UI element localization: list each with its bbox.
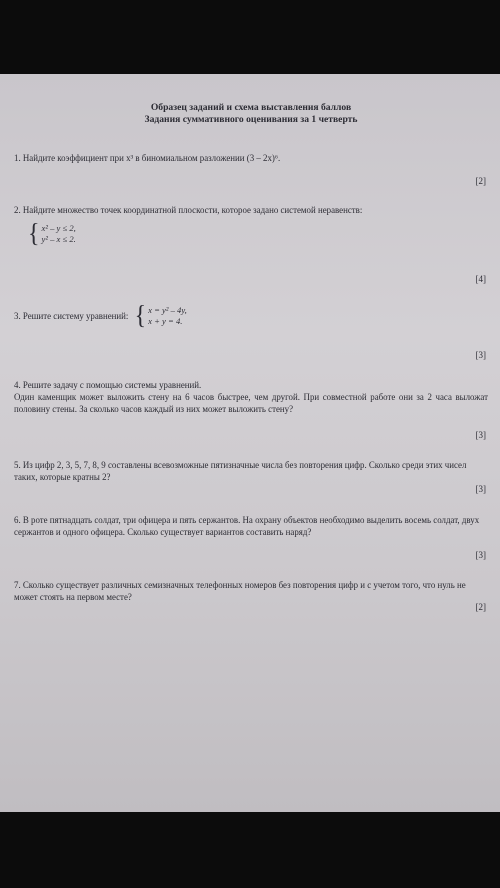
task-6 — [14, 514, 488, 538]
task-2-system — [28, 219, 76, 249]
system-line: x² – y ≤ 2, — [41, 223, 76, 233]
task-2 — [14, 204, 488, 249]
task-7-score: [2] — [475, 602, 486, 612]
system-line: x + y = 4. — [148, 316, 183, 326]
task-4-text: Один каменщик может выложить стену на 6 часов быстрее, чем другой. При совместной работе они за 2 часа выложат половину стены. За сколько часов каждый из них может выложить стену? — [14, 392, 488, 414]
task-3 — [14, 301, 488, 331]
task-3-score: [3] — [475, 350, 486, 360]
system-line: y² – x ≤ 2. — [41, 234, 76, 244]
task-4 — [14, 379, 488, 415]
task-7-text: 7. Сколько существует различных семизначных телефонных номеров без повторения цифр и с учетом того, что нуль не может стоять на первом месте? — [14, 580, 466, 602]
task-4-score: [3] — [475, 430, 486, 440]
task-7 — [14, 579, 488, 603]
brace-symbol: { — [28, 219, 40, 249]
system-line: x = y² – 4y, — [148, 305, 187, 315]
task-5-score: [3] — [475, 484, 486, 494]
task-2-text: 2. Найдите множество точек координатной плоскости, которое задано системой неравенств: — [14, 205, 363, 215]
document-header — [14, 102, 488, 126]
document-page — [0, 74, 500, 812]
task-5 — [14, 459, 488, 483]
task-6-text: 6. В роте пятнадцать солдат, три офицера и пять сержантов. На охрану объектов необходимо выделить восемь солдат, двух сержантов и одного офицера. Сколько существует вариантов составить наряд? — [14, 515, 480, 537]
task-1 — [14, 152, 488, 164]
task-6-score: [3] — [475, 550, 486, 560]
task-4-title: 4. Решите задачу с помощью системы уравнений. — [14, 380, 202, 390]
task-2-score: [4] — [475, 274, 486, 284]
task-3-system — [134, 301, 187, 331]
task-1-score: [2] — [475, 176, 486, 186]
header-subtitle: Задания суммативного оценивания за 1 четверть — [144, 114, 358, 125]
brace-symbol: { — [134, 301, 147, 331]
header-title: Образец заданий и схема выставления баллов — [150, 102, 352, 113]
task-1-text: 1. Найдите коэффициент при x³ в биномиальном разложении (3 – 2x)⁶. — [14, 153, 281, 163]
task-5-text: 5. Из цифр 2, 3, 5, 7, 8, 9 составлены всевозможные пятизначные числа без повторения цифр. Сколько среди этих чисел таких, которые кратны 2? — [14, 460, 467, 482]
task-3-text: 3. Решите систему уравнений: — [14, 311, 129, 321]
